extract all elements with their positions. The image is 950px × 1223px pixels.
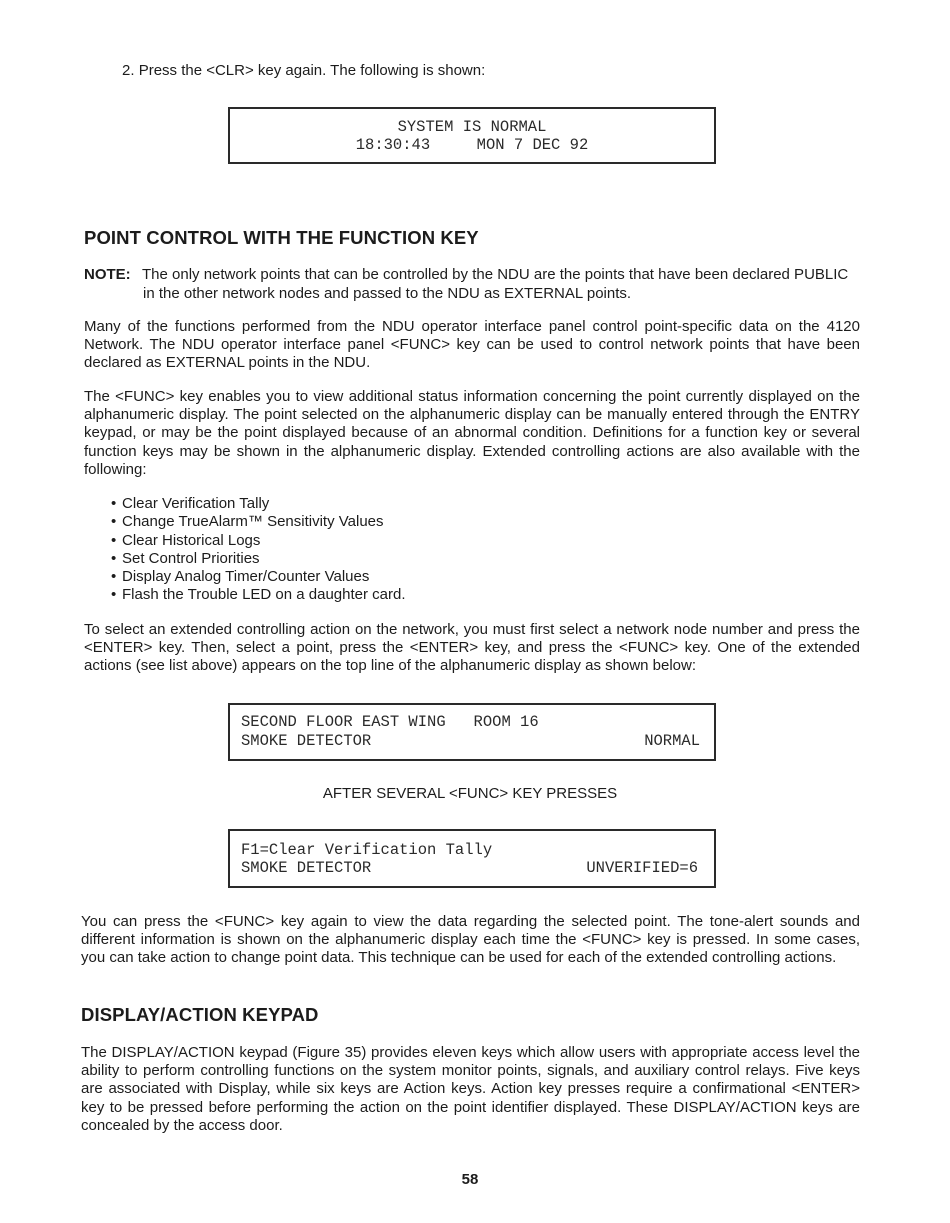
paragraph-display-action-keypad: The DISPLAY/ACTION keypad (Figure 35) provides eleven keys which allow users with appropriate access level the ability to perform controlling functions on the system monitor points, signals, and auxiliary control relays. Five keys are associated with Display, while six keys are Action keys. Action key presses require a confirmational <ENTER> key to be pressed before performing the action on the point identifier displayed. These DISPLAY/ACTION keys are concealed by the access door. xyxy=(81,1044,860,1134)
page-number: 58 xyxy=(461,1171,479,1188)
caption-after-func-presses: AFTER SEVERAL <FUNC> KEY PRESSES xyxy=(322,785,618,802)
lcd-line-2-right: NORMAL xyxy=(644,732,700,750)
paragraph-func-again: You can press the <FUNC> key again to view the data regarding the selected point. The tone-alert sounds and different information is shown on the alphanumeric display each time the <FUNC> key is pressed. In some cases, you can take action to change point data. This technique can be used for each of the extended controlling actions. xyxy=(81,913,860,967)
note-line-2: in the other network nodes and passed to the NDU as EXTERNAL points. xyxy=(143,285,632,302)
lcd-line-2-left: SMOKE DETECTOR xyxy=(241,859,372,877)
step-number: 2. xyxy=(122,62,135,79)
list-item: • Flash the Trouble LED on a daughter card. xyxy=(111,586,406,604)
section-heading-display-action-keypad: DISPLAY/ACTION KEYPAD xyxy=(81,1004,319,1025)
step-2 xyxy=(122,62,485,80)
step-text: Press the <CLR> key again. The following is shown: xyxy=(138,62,486,79)
paragraph-ndu-functions: Many of the functions performed from the NDU operator interface panel control point-specific data on the 4120 Network. The NDU operator interface panel <FUNC> key can be used to control network points that have been declared as EXTERNAL points in the NDU. xyxy=(84,318,860,372)
section-heading-point-control: POINT CONTROL WITH THE FUNCTION KEY xyxy=(84,227,479,248)
note-block xyxy=(84,265,864,303)
list-item: • Set Control Priorities xyxy=(111,550,406,568)
list-item: • Change TrueAlarm™ Sensitivity Values xyxy=(111,513,406,531)
lcd-line-1: F1=Clear Verification Tally xyxy=(241,841,493,859)
note-label: NOTE: xyxy=(84,266,131,283)
extended-actions-list xyxy=(111,495,406,605)
list-item: • Display Analog Timer/Counter Values xyxy=(111,568,406,586)
lcd-line-1: SECOND FLOOR EAST WING ROOM 16 xyxy=(241,713,539,731)
lcd-display-system-normal xyxy=(228,107,716,164)
paragraph-select-action: To select an extended controlling action on the network, you must first select a network node number and press the <ENTER> key. Then, select a point, press the <ENTER> key, and press the <FUNC> key. One of the extended actions (see list above) appears on the top line of the alphanumeric display as shown below: xyxy=(84,621,860,675)
lcd-line-1: SYSTEM IS NORMAL xyxy=(397,118,547,136)
lcd-line-2: 18:30:43 MON 7 DEC 92 xyxy=(355,136,589,154)
lcd-display-smoke-detector-normal xyxy=(228,703,716,761)
paragraph-func-key: The <FUNC> key enables you to view additional status information concerning the point currently displayed on the alphanumeric display. The point selected on the alphanumeric display can be manually entered through the ENTRY keypad, or may be the point displayed because of an abnormal condition. Definitions for a function key or several function keys may be shown in the alphanumeric display. Extended controlling actions are also available with the following: xyxy=(84,388,860,478)
list-item: • Clear Verification Tally xyxy=(111,495,406,513)
list-item: • Clear Historical Logs xyxy=(111,532,406,550)
lcd-line-2-left: SMOKE DETECTOR xyxy=(241,732,372,750)
note-line-1: The only network points that can be controlled by the NDU are the points that have been declared PUBLIC xyxy=(142,266,849,283)
lcd-line-2-right: UNVERIFIED=6 xyxy=(586,859,698,877)
lcd-display-clear-verification xyxy=(228,829,716,888)
